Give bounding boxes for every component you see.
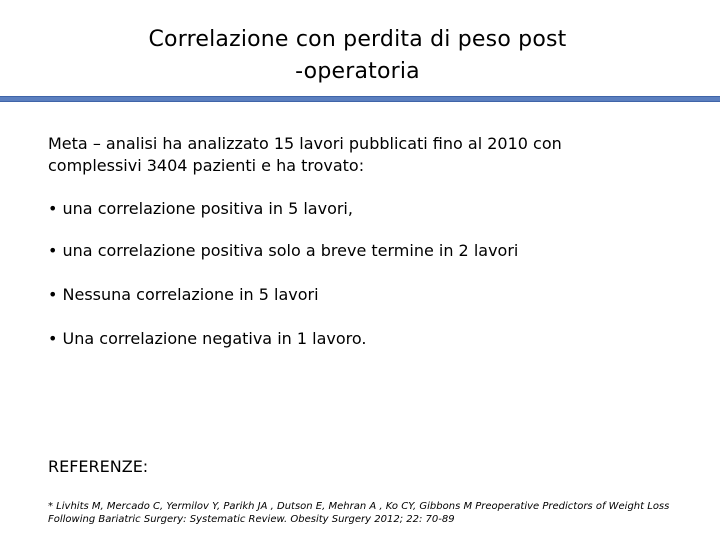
bullet-item-2: • una correlazione positiva solo a breve termine in 2 lavori xyxy=(48,241,519,260)
citation-line-2: Following Bariatric Surgery: Systematic Review. Obesity Surgery 2012; 22: 70-89 xyxy=(48,514,455,525)
slide-title-line-2: -operatoria xyxy=(295,59,420,84)
slide-title-line-1: Correlazione con perdita di peso post xyxy=(148,27,567,52)
intro-line-2: complessivi 3404 pazienti e ha trovato: xyxy=(48,156,365,175)
references-citation xyxy=(48,500,688,526)
slide-title xyxy=(0,24,715,88)
bullet-item-4: • Una correlazione negativa in 1 lavoro. xyxy=(48,329,367,348)
intro-line-1: Meta – analisi ha analizzato 15 lavori pubblicati fino al 2010 con xyxy=(48,134,562,153)
bullet-item-3: • Nessuna correlazione in 5 lavori xyxy=(48,285,319,304)
intro-paragraph xyxy=(48,133,688,177)
references-heading: REFERENZE: xyxy=(48,457,149,476)
title-divider xyxy=(0,96,720,102)
bullet-item-1: • una correlazione positiva in 5 lavori, xyxy=(48,199,353,218)
citation-line-1: * Livhits M, Mercado C, Yermilov Y, Parikh JA , Dutson E, Mehran A , Ko CY, Gibbons M Preoperative Predictors of Weight Loss xyxy=(48,501,670,512)
